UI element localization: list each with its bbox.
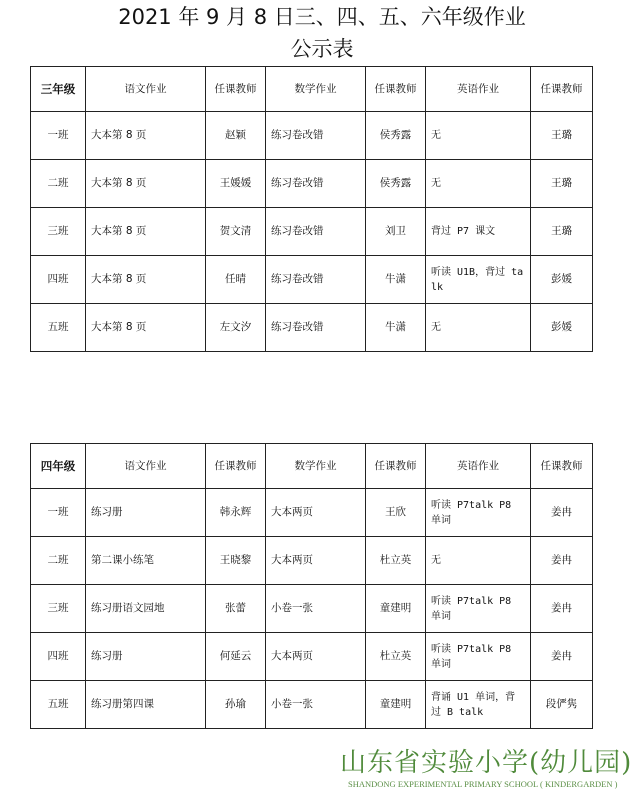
- column-header: 任课教师: [531, 444, 593, 489]
- chinese-teacher: 王媛媛: [206, 160, 266, 208]
- grade3-homework-table: [30, 66, 593, 352]
- chinese-teacher: 任晴: [206, 256, 266, 304]
- class-name: 三班: [31, 585, 86, 633]
- math-teacher: 牛潇: [366, 304, 426, 352]
- math-homework: 小卷一张: [266, 585, 366, 633]
- table-header-row: [31, 67, 593, 112]
- grade-label: 四年级: [31, 444, 86, 489]
- school-logo: [340, 748, 640, 790]
- math-teacher: 牛潇: [366, 256, 426, 304]
- column-header: 任课教师: [531, 67, 593, 112]
- table-header-row: [31, 444, 593, 489]
- chinese-teacher: 孙瑜: [206, 681, 266, 729]
- table-row: [31, 585, 593, 633]
- math-homework: 练习卷改错: [266, 112, 366, 160]
- table-row: [31, 681, 593, 729]
- english-homework: 无: [426, 304, 531, 352]
- chinese-homework: 大本第 8 页: [86, 208, 206, 256]
- school-name-english: SHANDONG EXPERIMENTAL PRIMARY SCHOOL ( KINDERGARDEN ): [348, 779, 618, 789]
- class-name: 四班: [31, 256, 86, 304]
- math-teacher: 童建明: [366, 585, 426, 633]
- english-teacher: 彭媛: [531, 304, 593, 352]
- table-row: [31, 256, 593, 304]
- document-title: 2021 年 9 月 8 日三、四、五、六年级作业: [118, 5, 526, 29]
- column-header: 英语作业: [426, 67, 531, 112]
- english-teacher: 姜冉: [531, 585, 593, 633]
- column-header: 语文作业: [86, 67, 206, 112]
- english-homework: 无: [426, 160, 531, 208]
- math-teacher: 刘卫: [366, 208, 426, 256]
- chinese-teacher: 王晓黎: [206, 537, 266, 585]
- english-homework: 听读 P7talk P8 单词: [426, 633, 531, 681]
- grade4-homework-table: [30, 443, 593, 729]
- english-homework: 背过 P7 课文: [426, 208, 531, 256]
- english-teacher: 王璐: [531, 208, 593, 256]
- english-teacher: 王璐: [531, 112, 593, 160]
- english-homework: 无: [426, 537, 531, 585]
- column-header: 任课教师: [366, 67, 426, 112]
- grade-label: 三年级: [31, 67, 86, 112]
- chinese-teacher: 韩永辉: [206, 489, 266, 537]
- table-row: [31, 489, 593, 537]
- math-teacher: 杜立英: [366, 537, 426, 585]
- math-homework: 练习卷改错: [266, 256, 366, 304]
- math-teacher: 侯秀露: [366, 112, 426, 160]
- english-homework: 听读 P7talk P8 单词: [426, 489, 531, 537]
- column-header: 任课教师: [366, 444, 426, 489]
- column-header: 数学作业: [266, 444, 366, 489]
- chinese-homework: 练习册第四课: [86, 681, 206, 729]
- chinese-homework: 练习册语文园地: [86, 585, 206, 633]
- english-teacher: 姜冉: [531, 537, 593, 585]
- math-teacher: 侯秀露: [366, 160, 426, 208]
- english-teacher: 姜冉: [531, 633, 593, 681]
- math-homework: 大本两页: [266, 489, 366, 537]
- school-name-chinese: 山东省实验小学(幼儿园): [340, 748, 633, 778]
- table-row: [31, 208, 593, 256]
- english-homework: 无: [426, 112, 531, 160]
- chinese-teacher: 何延云: [206, 633, 266, 681]
- english-teacher: 段俨隽: [531, 681, 593, 729]
- chinese-teacher: 赵颖: [206, 112, 266, 160]
- column-header: 语文作业: [86, 444, 206, 489]
- chinese-homework: 大本第 8 页: [86, 160, 206, 208]
- math-homework: 练习卷改错: [266, 160, 366, 208]
- math-teacher: 杜立英: [366, 633, 426, 681]
- class-name: 五班: [31, 304, 86, 352]
- math-homework: 练习卷改错: [266, 208, 366, 256]
- column-header: 数学作业: [266, 67, 366, 112]
- math-homework: 小卷一张: [266, 681, 366, 729]
- math-homework: 练习卷改错: [266, 304, 366, 352]
- english-homework: 听读 U1B，背过 talk: [426, 256, 531, 304]
- chinese-homework: 第二课小练笔: [86, 537, 206, 585]
- math-teacher: 童建明: [366, 681, 426, 729]
- chinese-homework: 大本第 8 页: [86, 256, 206, 304]
- class-name: 二班: [31, 537, 86, 585]
- chinese-homework: 练习册: [86, 489, 206, 537]
- table-row: [31, 160, 593, 208]
- document-subtitle: 公示表: [290, 37, 354, 61]
- math-teacher: 王欣: [366, 489, 426, 537]
- column-header: 英语作业: [426, 444, 531, 489]
- chinese-homework: 大本第 8 页: [86, 112, 206, 160]
- english-teacher: 姜冉: [531, 489, 593, 537]
- class-name: 二班: [31, 160, 86, 208]
- table-row: [31, 304, 593, 352]
- chinese-homework: 练习册: [86, 633, 206, 681]
- table-row: [31, 633, 593, 681]
- class-name: 三班: [31, 208, 86, 256]
- class-name: 四班: [31, 633, 86, 681]
- chinese-homework: 大本第 8 页: [86, 304, 206, 352]
- class-name: 五班: [31, 681, 86, 729]
- math-homework: 大本两页: [266, 537, 366, 585]
- chinese-teacher: 贺文清: [206, 208, 266, 256]
- class-name: 一班: [31, 489, 86, 537]
- table-row: [31, 112, 593, 160]
- math-homework: 大本两页: [266, 633, 366, 681]
- chinese-teacher: 左文汐: [206, 304, 266, 352]
- column-header: 任课教师: [206, 444, 266, 489]
- english-teacher: 王璐: [531, 160, 593, 208]
- chinese-teacher: 张蕾: [206, 585, 266, 633]
- english-homework: 听读 P7talk P8 单词: [426, 585, 531, 633]
- table-row: [31, 537, 593, 585]
- class-name: 一班: [31, 112, 86, 160]
- column-header: 任课教师: [206, 67, 266, 112]
- english-teacher: 彭媛: [531, 256, 593, 304]
- english-homework: 背诵 U1 单词，背过 B talk: [426, 681, 531, 729]
